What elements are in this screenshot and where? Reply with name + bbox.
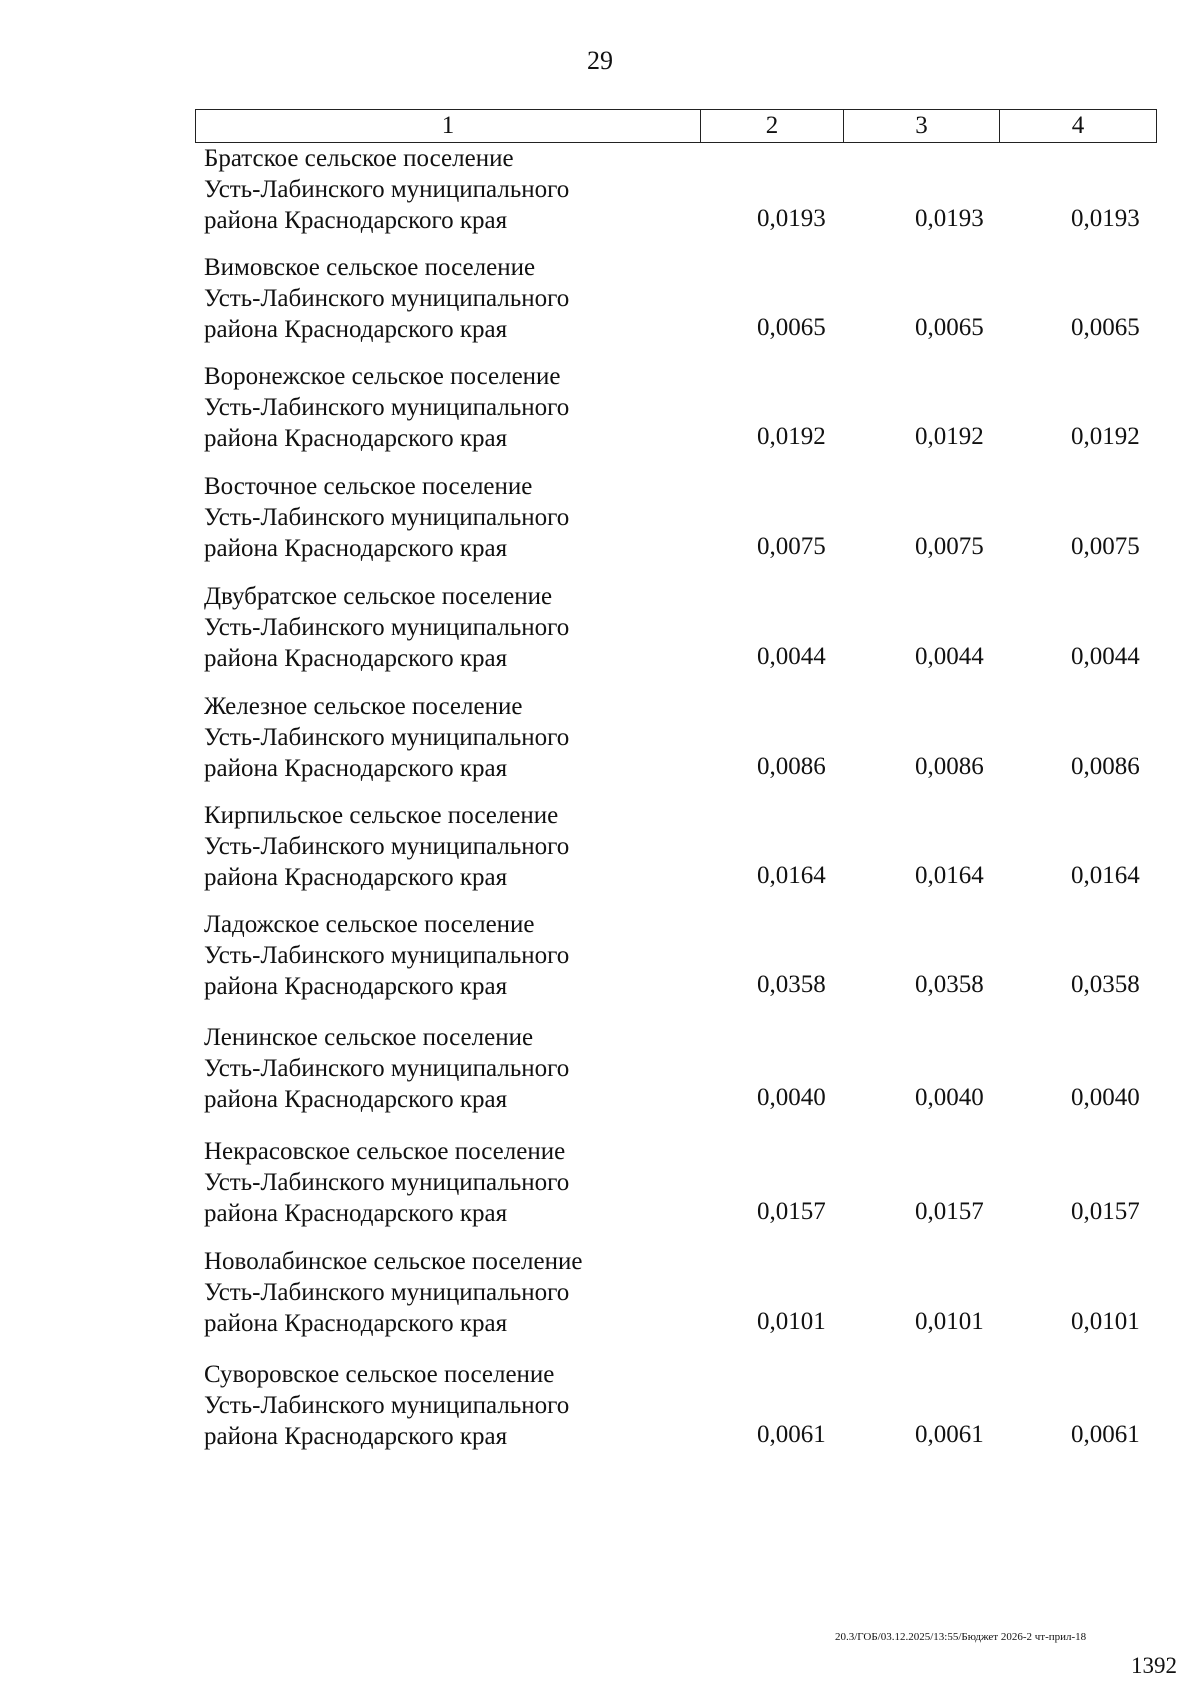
value-column-2: 0,0075	[757, 533, 826, 560]
value-column-4: 0,0192	[1071, 423, 1140, 450]
value-column-3: 0,0358	[915, 971, 984, 998]
value-column-3: 0,0065	[915, 314, 984, 341]
value-column-3: 0,0061	[915, 1421, 984, 1448]
settlement-name-line: Усть-Лабинского муниципального	[204, 504, 570, 531]
table-row	[0, 1136, 1200, 1256]
settlement-name-line: Ленинское сельское поселение	[204, 1024, 534, 1051]
settlement-name-line: Усть-Лабинского муниципального	[204, 1055, 570, 1082]
settlement-name-line: Суворовское сельское поселение	[204, 1361, 555, 1388]
value-column-2: 0,0164	[757, 862, 826, 889]
table-row	[0, 1359, 1200, 1479]
settlement-name	[204, 1246, 582, 1339]
value-column-4: 0,0193	[1071, 205, 1140, 232]
settlement-name-line: района Краснодарского края	[204, 755, 508, 782]
settlement-name-line: Восточное сельское поселение	[204, 473, 533, 500]
settlement-name-line: Усть-Лабинского муниципального	[204, 1279, 570, 1306]
value-column-2: 0,0065	[757, 314, 826, 341]
value-column-2: 0,0044	[757, 643, 826, 670]
page-number: 29	[587, 46, 613, 75]
settlement-name-line: Двубратское сельское поселение	[204, 583, 553, 610]
value-column-4: 0,0040	[1071, 1084, 1140, 1111]
value-column-2: 0,0193	[757, 205, 826, 232]
settlement-name-line: Усть-Лабинского муниципального	[204, 833, 570, 860]
value-column-2: 0,0358	[757, 971, 826, 998]
table-row	[0, 800, 1200, 920]
value-column-4: 0,0075	[1071, 533, 1140, 560]
table-row	[0, 143, 1200, 263]
column-header-3: 3	[844, 110, 1000, 142]
settlement-name	[204, 1359, 569, 1452]
settlement-name-line: Братское сельское поселение	[204, 145, 514, 172]
table-row	[0, 1022, 1200, 1142]
value-column-4: 0,0358	[1071, 971, 1140, 998]
table-row	[0, 909, 1200, 1029]
settlement-name-line: Усть-Лабинского муниципального	[204, 1169, 570, 1196]
value-column-3: 0,0192	[915, 423, 984, 450]
settlement-name-line: Кирпильское сельское поселение	[204, 802, 559, 829]
value-column-3: 0,0164	[915, 862, 984, 889]
settlement-name-line: Новолабинское сельское поселение	[204, 1248, 583, 1275]
sheet-number: 1392	[1131, 1653, 1177, 1678]
value-column-2: 0,0157	[757, 1198, 826, 1225]
value-column-4: 0,0065	[1071, 314, 1140, 341]
settlement-name-line: Усть-Лабинского муниципального	[204, 724, 570, 751]
value-column-2: 0,0086	[757, 753, 826, 780]
value-column-3: 0,0075	[915, 533, 984, 560]
value-column-3: 0,0157	[915, 1198, 984, 1225]
value-column-3: 0,0086	[915, 753, 984, 780]
settlement-name	[204, 1022, 569, 1115]
column-header-2: 2	[701, 110, 844, 142]
settlement-name-line: района Краснодарского края	[204, 425, 508, 452]
value-column-2: 0,0101	[757, 1308, 826, 1335]
value-column-2: 0,0061	[757, 1421, 826, 1448]
settlement-name-line: района Краснодарского края	[204, 1086, 508, 1113]
column-header-1: 1	[196, 110, 701, 142]
settlement-name-line: Воронежское сельское поселение	[204, 363, 561, 390]
value-column-4: 0,0044	[1071, 643, 1140, 670]
settlement-name-line: Некрасовское сельское поселение	[204, 1138, 566, 1165]
settlement-name-line: Усть-Лабинского муниципального	[204, 614, 570, 641]
settlement-name-line: Усть-Лабинского муниципального	[204, 942, 570, 969]
settlement-name-line: района Краснодарского края	[204, 316, 508, 343]
settlement-name-line: района Краснодарского края	[204, 1310, 508, 1337]
settlement-name	[204, 1136, 569, 1229]
settlement-name	[204, 800, 569, 893]
value-column-4: 0,0157	[1071, 1198, 1140, 1225]
settlement-name	[204, 909, 569, 1002]
value-column-4: 0,0086	[1071, 753, 1140, 780]
column-header-4: 4	[1071, 112, 1085, 139]
table-row	[0, 471, 1200, 591]
settlement-name-line: Железное сельское поселение	[204, 693, 523, 720]
table-row	[0, 1246, 1200, 1366]
value-column-2: 0,0040	[757, 1084, 826, 1111]
settlement-name-line: Усть-Лабинского муниципального	[204, 285, 570, 312]
column-header-row	[195, 109, 1157, 143]
settlement-name-line: района Краснодарского края	[204, 973, 508, 1000]
value-column-2: 0,0192	[757, 423, 826, 450]
settlement-name	[204, 361, 569, 454]
value-column-3: 0,0193	[915, 205, 984, 232]
settlement-name-line: района Краснодарского края	[204, 645, 508, 672]
settlement-name	[204, 471, 569, 564]
table-row	[0, 691, 1200, 811]
settlement-name	[204, 143, 569, 236]
value-column-4: 0,0061	[1071, 1421, 1140, 1448]
settlement-name-line: района Краснодарского края	[204, 207, 508, 234]
settlement-name	[204, 581, 569, 674]
settlement-name	[204, 691, 569, 784]
document-code: 20.3/ГОБ/03.12.2025/13:55/Бюджет 2026-2 чт-прил-18	[835, 1631, 1087, 1643]
value-column-4: 0,0164	[1071, 862, 1140, 889]
value-column-3: 0,0040	[915, 1084, 984, 1111]
settlement-name-line: Усть-Лабинского муниципального	[204, 176, 570, 203]
table-row	[0, 361, 1200, 481]
settlement-name-line: района Краснодарского края	[204, 1423, 508, 1450]
table-row	[0, 581, 1200, 701]
settlement-name	[204, 252, 569, 345]
settlement-name-line: района Краснодарского края	[204, 864, 508, 891]
settlement-name-line: Ладожское сельское поселение	[204, 911, 535, 938]
value-column-4: 0,0101	[1071, 1308, 1140, 1335]
settlement-name-line: района Краснодарского края	[204, 535, 508, 562]
settlement-name-line: Вимовское сельское поселение	[204, 254, 536, 281]
settlement-name-line: Усть-Лабинского муниципального	[204, 1392, 570, 1419]
value-column-3: 0,0101	[915, 1308, 984, 1335]
settlement-name-line: Усть-Лабинского муниципального	[204, 394, 570, 421]
settlement-name-line: района Краснодарского края	[204, 1200, 508, 1227]
value-column-3: 0,0044	[915, 643, 984, 670]
table-row	[0, 252, 1200, 372]
